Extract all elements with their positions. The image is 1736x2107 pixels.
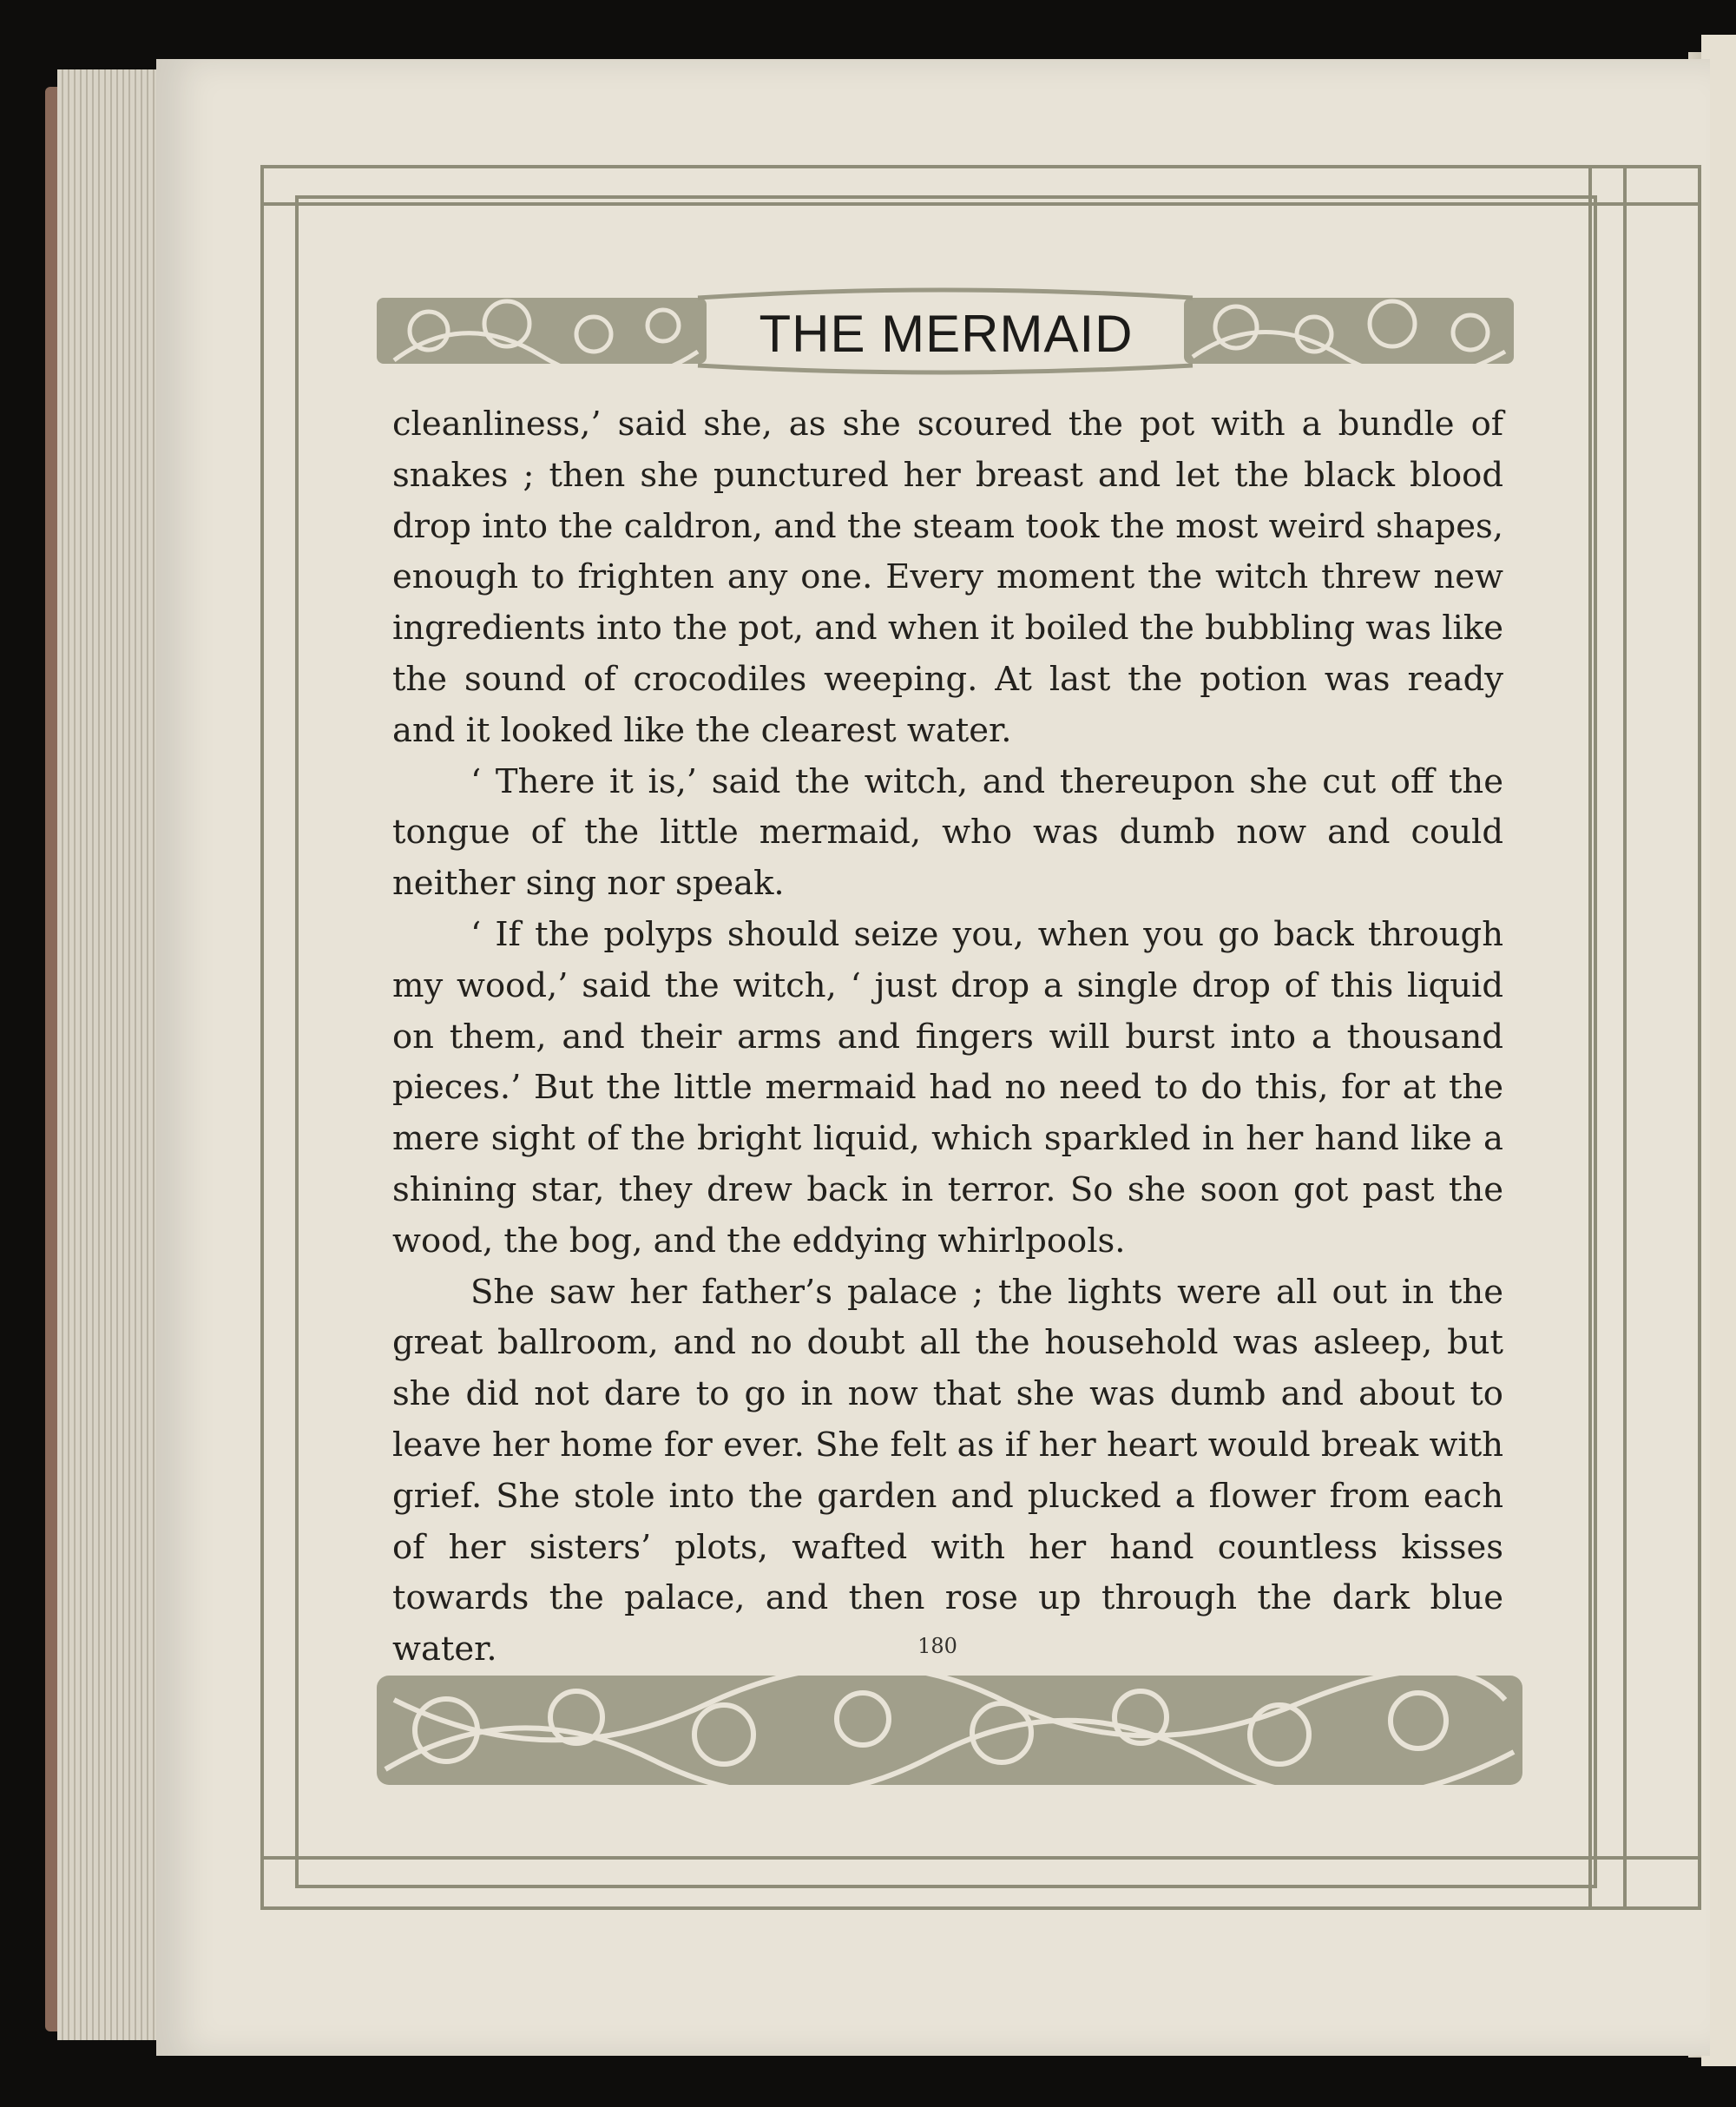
paragraph: ‘ There it is,’ said the witch, and thereupon she cut off the tongue of the little mermaid, who was dumb now and could neither sing nor speak. [392,761,1503,904]
paragraph: She saw her father’s palace ; the lights were all out in the great ballroom, and no doubt all the household was asleep, but she did not dare to go in now that she was dumb and about to leave her home for ever. She felt as if her heart would break with grief. She stole into the garden and plucked a flower from each of her sisters’ plots, wafted with her hand countless kisses towards the palace, and then rose up through the dark blue water. [392,1272,1503,1669]
border-rule-bottom [260,1856,1701,1860]
page-number: 180 [917,1634,957,1658]
border-rule-right-outer [1623,165,1627,1910]
paragraph: cleanliness,’ said she, as she scoured the pot with a bundle of snakes ; then she punctured her breast and let the black blood drop into the caldron, and the steam took the most weird shapes, enough to frighten any one. Every moment the witch threw new ingredients into the pot, and when it boiled the bubbling was like the sound of crocodiles weeping. At last the potion was ready and it looked like the clearest water. [392,405,1503,750]
border-rule-right-inner [1588,165,1592,1910]
footer-ornament-svg [377,1665,1522,1795]
border-rule-top [260,202,1701,206]
paragraph: ‘ If the polyps should seize you, when you go back through my wood,’ said the witch, ‘ just drop a single drop of this liquid on them, and their arms and fingers will burst into a thousand pieces.’ But the little mermaid had no need to do this, for at the mere sight of the bright liquid, which sparkled in her hand like a shining star, they drew back in terror. So she soon got past the wood, the bog, and the eddying whirlpools. [392,914,1503,1261]
body-text [392,399,1503,1676]
footer-ornament-band [377,1665,1522,1795]
page-title: THE MERMAID [759,305,1134,363]
